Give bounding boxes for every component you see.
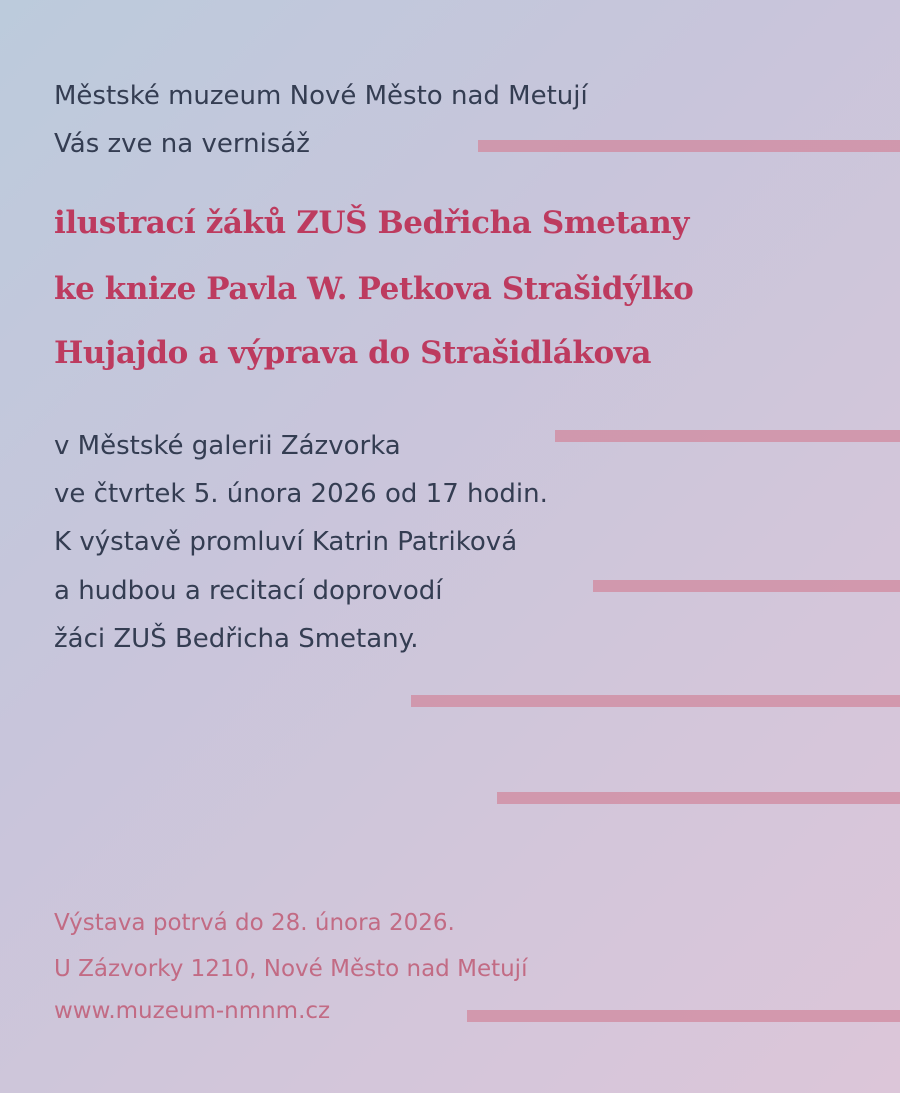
decorative-stripe xyxy=(555,430,900,442)
performers-line: žáci ZUŠ Bedřicha Smetany. xyxy=(54,624,419,654)
decorative-stripe xyxy=(497,792,900,804)
address-line: U Zázvorky 1210, Nové Město nad Metují xyxy=(54,956,528,982)
headline-line-2: ke knize Pavla W. Petkova Strašidýlko xyxy=(54,271,694,307)
decorative-stripe xyxy=(467,1010,900,1022)
venue-line: v Městské galerii Zázvorka xyxy=(54,431,401,461)
exhibition-end-line: Výstava potrvá do 28. února 2026. xyxy=(54,910,455,936)
headline-line-3: Hujajdo a výprava do Strašidlákova xyxy=(54,335,652,371)
speaker-line: K výstavě promluví Katrin Patriková xyxy=(54,527,518,557)
date-time-line: ve čtvrtek 5. února 2026 od 17 hodin. xyxy=(54,479,548,509)
decorative-stripe xyxy=(593,580,900,592)
museum-name: Městské muzeum Nové Město nad Metují xyxy=(54,81,588,111)
music-recitation-line: a hudbou a recitací doprovodí xyxy=(54,576,443,606)
headline-line-1: ilustrací žáků ZUŠ Bedřicha Smetany xyxy=(54,205,689,241)
invitation-line: Vás zve na vernisáž xyxy=(54,129,310,159)
decorative-stripe xyxy=(478,140,900,152)
website-link[interactable]: www.muzeum-nmnm.cz xyxy=(54,998,331,1024)
decorative-stripe xyxy=(411,695,900,707)
